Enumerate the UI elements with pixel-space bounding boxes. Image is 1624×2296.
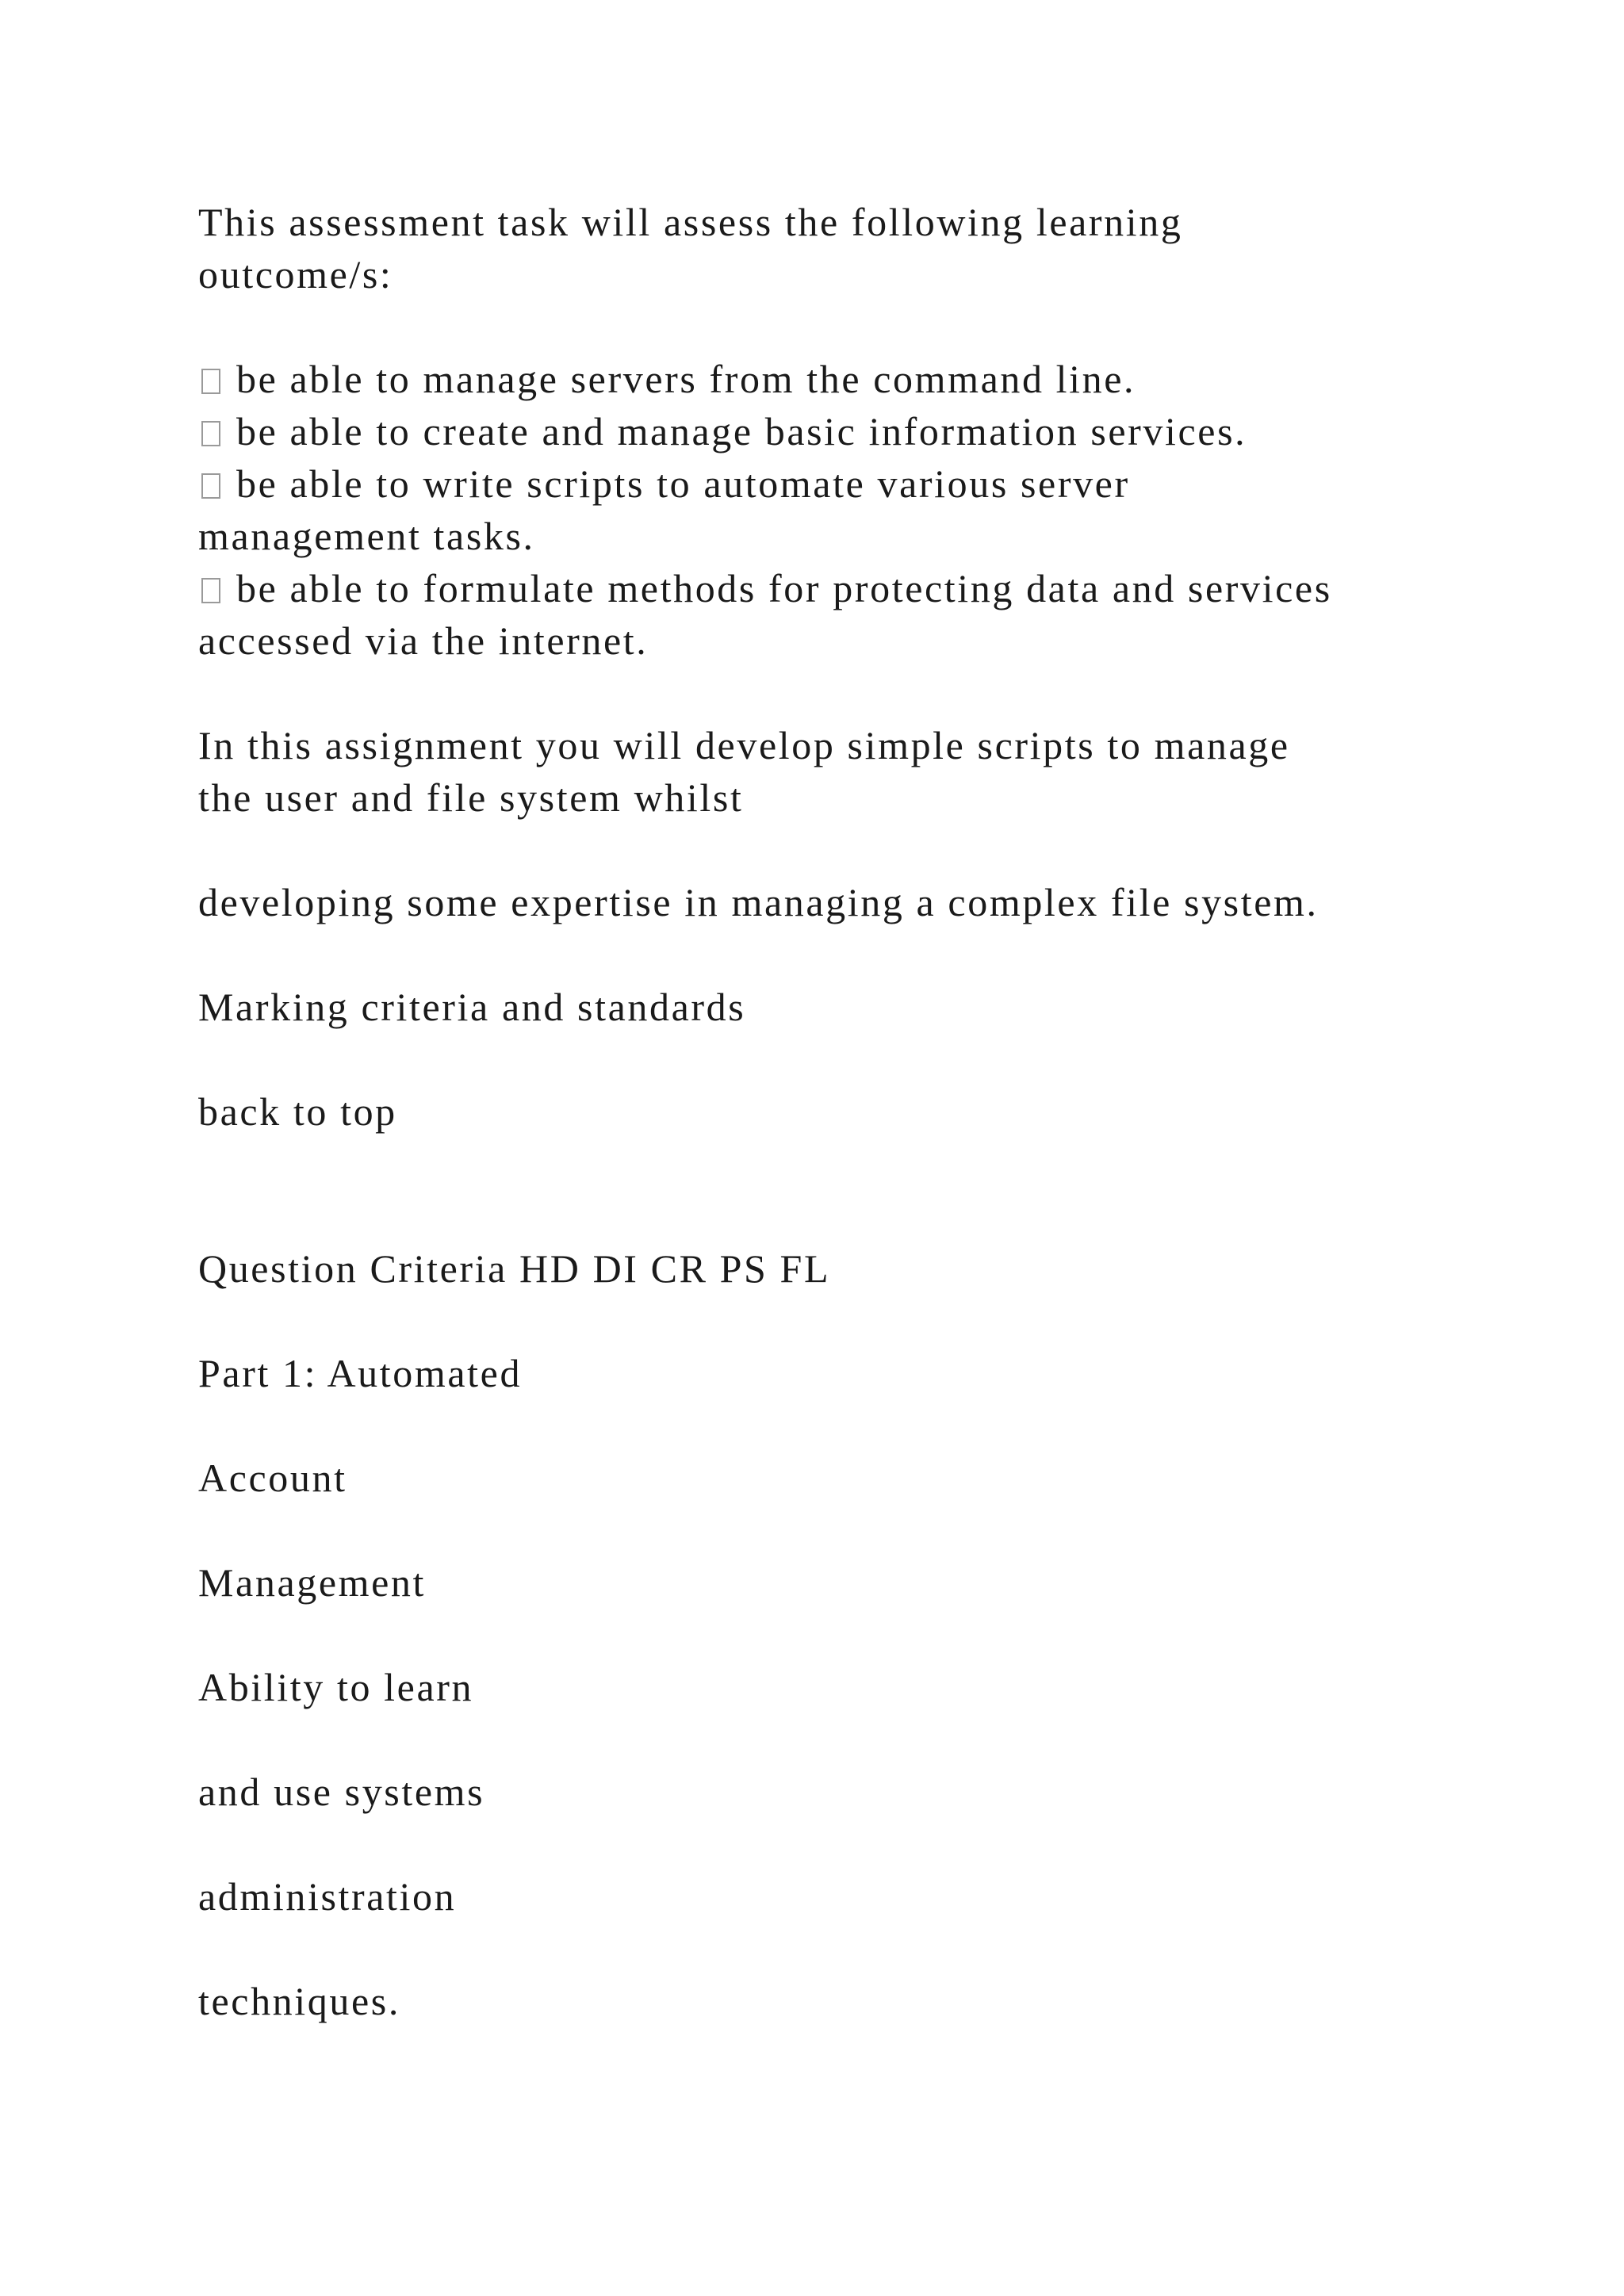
- assignment-line-3: developing some expertise in managing a complex file system.: [198, 880, 1319, 924]
- part1-criteria-line: and use systems: [198, 1770, 485, 1814]
- back-to-top-link[interactable]: back to top: [198, 1089, 397, 1134]
- assignment-line-1: In this assignment you will develop simple scripts to manage: [198, 723, 1290, 767]
- part1-title-cont: Account: [198, 1456, 347, 1500]
- part1-criteria-line: techniques.: [198, 1979, 400, 2023]
- intro-line-2: outcome/s:: [198, 252, 393, 297]
- outcome-text: be able to create and manage basic information services.: [236, 409, 1247, 453]
- marking-heading: Marking criteria and standards: [198, 985, 746, 1029]
- part1-title-cont: Management: [198, 1560, 427, 1605]
- outcome-continuation: accessed via the internet.: [198, 618, 649, 663]
- outcome-text: be able to write scripts to automate various server: [236, 461, 1130, 506]
- intro-line-1: This assessment task will assess the following learning: [198, 200, 1183, 244]
- checkbox-bullet-icon: [201, 369, 220, 394]
- outcome-text: be able to formulate methods for protecting data and services: [236, 566, 1332, 610]
- part1-criteria-line: administration: [198, 1874, 457, 1919]
- outcome-continuation: management tasks.: [198, 514, 535, 558]
- part1-title: Part 1: Automated: [198, 1351, 523, 1395]
- document-body: [198, 196, 1546, 2027]
- outcome-item: [198, 457, 1546, 510]
- outcome-item: [198, 353, 1546, 405]
- part1-criteria-line: Ability to learn: [198, 1665, 474, 1709]
- checkbox-bullet-icon: [201, 421, 220, 446]
- outcome-item: [198, 562, 1546, 614]
- checkbox-bullet-icon: [201, 578, 220, 603]
- checkbox-bullet-icon: [201, 473, 220, 499]
- table-header: Question Criteria HD DI CR PS FL: [198, 1246, 831, 1291]
- outcome-text: be able to manage servers from the command line.: [236, 357, 1136, 401]
- outcome-item: [198, 405, 1546, 457]
- assignment-line-2: the user and file system whilst: [198, 775, 744, 820]
